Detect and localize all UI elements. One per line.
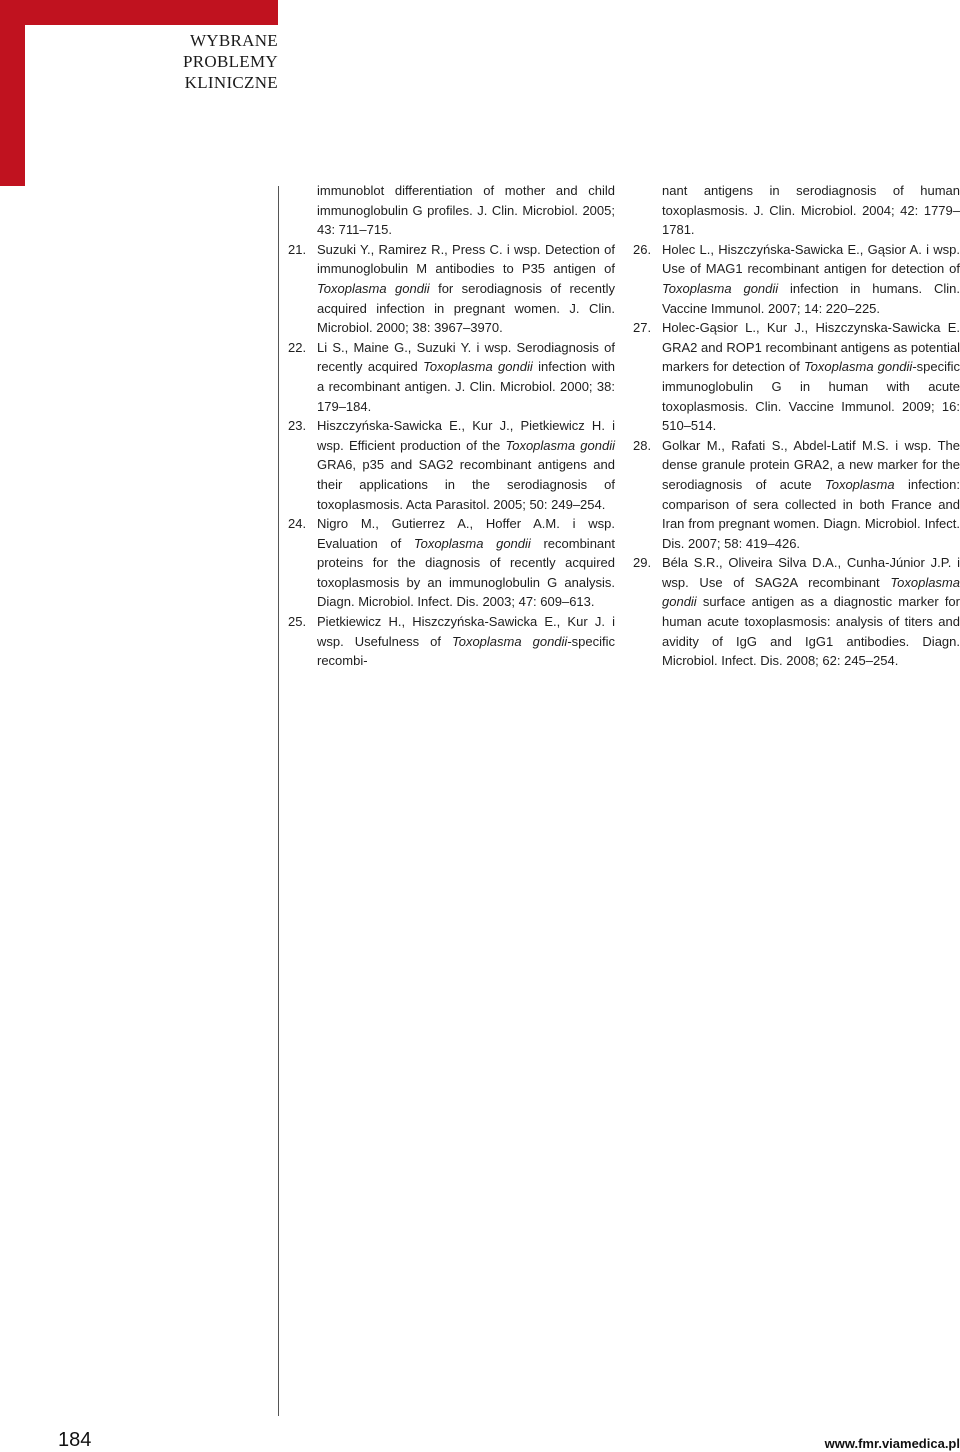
species-name: Toxoplasma gondii: [662, 574, 960, 610]
section-title-line: WYBRANE: [189, 31, 278, 50]
reference-item: [288, 338, 615, 416]
reference-number: 22.: [288, 339, 307, 355]
reference-item: [633, 318, 960, 436]
red-accent-vertical: [0, 0, 25, 186]
reference-text-part: Nigro M., Gutierrez A., Hoffer A.M. i wsp. Evaluation of: [317, 516, 615, 551]
reference-continuation: [317, 181, 615, 240]
reference-text-part: infection: comparison of sera collected in both France and Iran from pregnant women. Diagn. Microbiol. Infect. Dis. 2007; 58: 419–426.: [662, 476, 960, 551]
reference-text-part: infection in humans. Clin. Vaccine Immunol. 2007; 14: 220–225.: [662, 280, 960, 316]
reference-text-part: Suzuki Y., Ramirez R., Press C. i wsp. Detection of immunoglobulin M antibodies to P35 antigen of: [317, 241, 615, 277]
reference-item: [633, 436, 960, 554]
reference-column-left: [288, 181, 615, 671]
species-name: Toxoplasma gondii: [662, 280, 779, 296]
reference-text-part: Pietkiewicz H., Hiszczyńska-Sawicka E., Kur J. i wsp. Usefulness of: [317, 614, 615, 649]
reference-text-part: Hiszczyńska-Sawicka E., Kur J., Pietkiewicz H. i wsp. Efficient production of the: [317, 418, 615, 453]
reference-text: [662, 436, 960, 554]
reference-number: 23.: [288, 418, 307, 434]
red-accent-horizontal: [0, 0, 278, 25]
reference-text-part: GRA6, p35 and SAG2 recombinant antigens and their applications in the serodiagnosis of toxoplasmosis. Acta Parasitol. 2005; 50: 249–254.: [317, 457, 615, 512]
reference-item: [633, 553, 960, 671]
reference-text-part: Golkar M., Rafati S., Abdel-Latif M.S. i wsp. The dense granule protein GRA2, a new marker for the serodiagnosis of acute: [662, 437, 960, 492]
species-name: Toxoplasma gondii: [505, 437, 615, 453]
species-name: Toxoplasma gondii: [413, 535, 531, 551]
reference-text: [662, 181, 960, 240]
reference-text: [662, 240, 960, 318]
reference-number: 25.: [288, 614, 307, 630]
reference-number: 26.: [633, 241, 652, 257]
reference-text: [662, 318, 960, 436]
reference-text-part: -specific recombi-: [317, 633, 615, 669]
section-title-line: PROBLEMY: [183, 52, 278, 71]
reference-item: [288, 612, 615, 671]
reference-text-part: Holec L., Hiszczyńska-Sawicka E., Gąsior A. i wsp. Use of MAG1 recombinant antigen for detection of: [662, 241, 960, 277]
reference-text: [317, 612, 615, 671]
species-name: Toxoplasma gondii: [317, 280, 430, 296]
vertical-divider: [278, 186, 279, 1416]
reference-text-part: for serodiagnosis of recently acquired infection in pregnant women. J. Clin. Microbiol. 2000; 38: 3967–3970.: [317, 280, 615, 336]
reference-text: [317, 514, 615, 612]
species-name: Toxoplasma: [824, 476, 895, 492]
reference-text-part: nant antigens in serodiagnosis of human toxoplasmosis. J. Clin. Microbiol. 2004; 42: 1779–1781.: [662, 183, 960, 238]
reference-number: 21.: [288, 241, 307, 257]
reference-continuation: [662, 181, 960, 240]
reference-text-part: recombinant proteins for the diagnosis of recently acquired toxoplasmosis by an immunoglobulin G analysis. Diagn. Microbiol. Infect. Dis. 2003; 47: 609–613.: [317, 535, 615, 610]
species-name: Toxoplasma gondii: [423, 359, 533, 375]
reference-text: [317, 416, 615, 514]
reference-text-part: surface antigen as a diagnostic marker for human acute toxoplasmosis: analysis of titers and avidity of IgG and IgG1 antibodies. Diagn. Microbiol. Infect. Dis. 2008; 62: 245–254.: [662, 594, 960, 669]
reference-text: [317, 338, 615, 416]
reference-item: [288, 514, 615, 612]
reference-text-part: immunoblot differentiation of mother and child immunoglobulin G profiles. J. Clin. Microbiol. 2005; 43: 711–715.: [317, 183, 615, 238]
reference-number: 24.: [288, 516, 307, 532]
reference-number: 28.: [633, 437, 652, 453]
reference-text-part: Holec-Gąsior L., Kur J., Hiszczynska-Sawicka E. GRA2 and ROP1 recombinant antigens as potential markers for detection of: [662, 320, 960, 375]
section-title-line: KLINICZNE: [184, 73, 278, 92]
reference-number: 27.: [633, 320, 652, 336]
reference-text-part: infection with a recombinant antigen. J. Clin. Microbiol. 2000; 38: 179–184.: [317, 359, 615, 414]
species-name: Toxoplasma gondii: [451, 633, 568, 649]
page-number: 184: [58, 1429, 92, 1451]
reference-text-part: Li S., Maine G., Suzuki Y. i wsp. Serodiagnosis of recently acquired: [317, 339, 615, 375]
reference-text: [317, 181, 615, 240]
reference-text: [317, 240, 615, 338]
reference-number: 29.: [633, 555, 652, 571]
reference-column-right: [633, 181, 960, 671]
reference-text-part: -specific immunoglobulin G in human with acute toxoplasmosis. Clin. Vaccine Immunol. 2009; 16: 510–514.: [662, 359, 960, 434]
reference-text: [662, 553, 960, 671]
species-name: Toxoplasma gondii: [803, 359, 913, 375]
reference-item: [288, 416, 615, 514]
website-link[interactable]: www.fmr.viamedica.pl: [824, 1436, 960, 1451]
reference-item: [633, 240, 960, 318]
reference-text-part: Béla S.R., Oliveira Silva D.A., Cunha-Júnior J.P. i wsp. Use of SAG2A recombinant: [662, 555, 960, 590]
section-title: [78, 30, 278, 93]
reference-item: [288, 240, 615, 338]
